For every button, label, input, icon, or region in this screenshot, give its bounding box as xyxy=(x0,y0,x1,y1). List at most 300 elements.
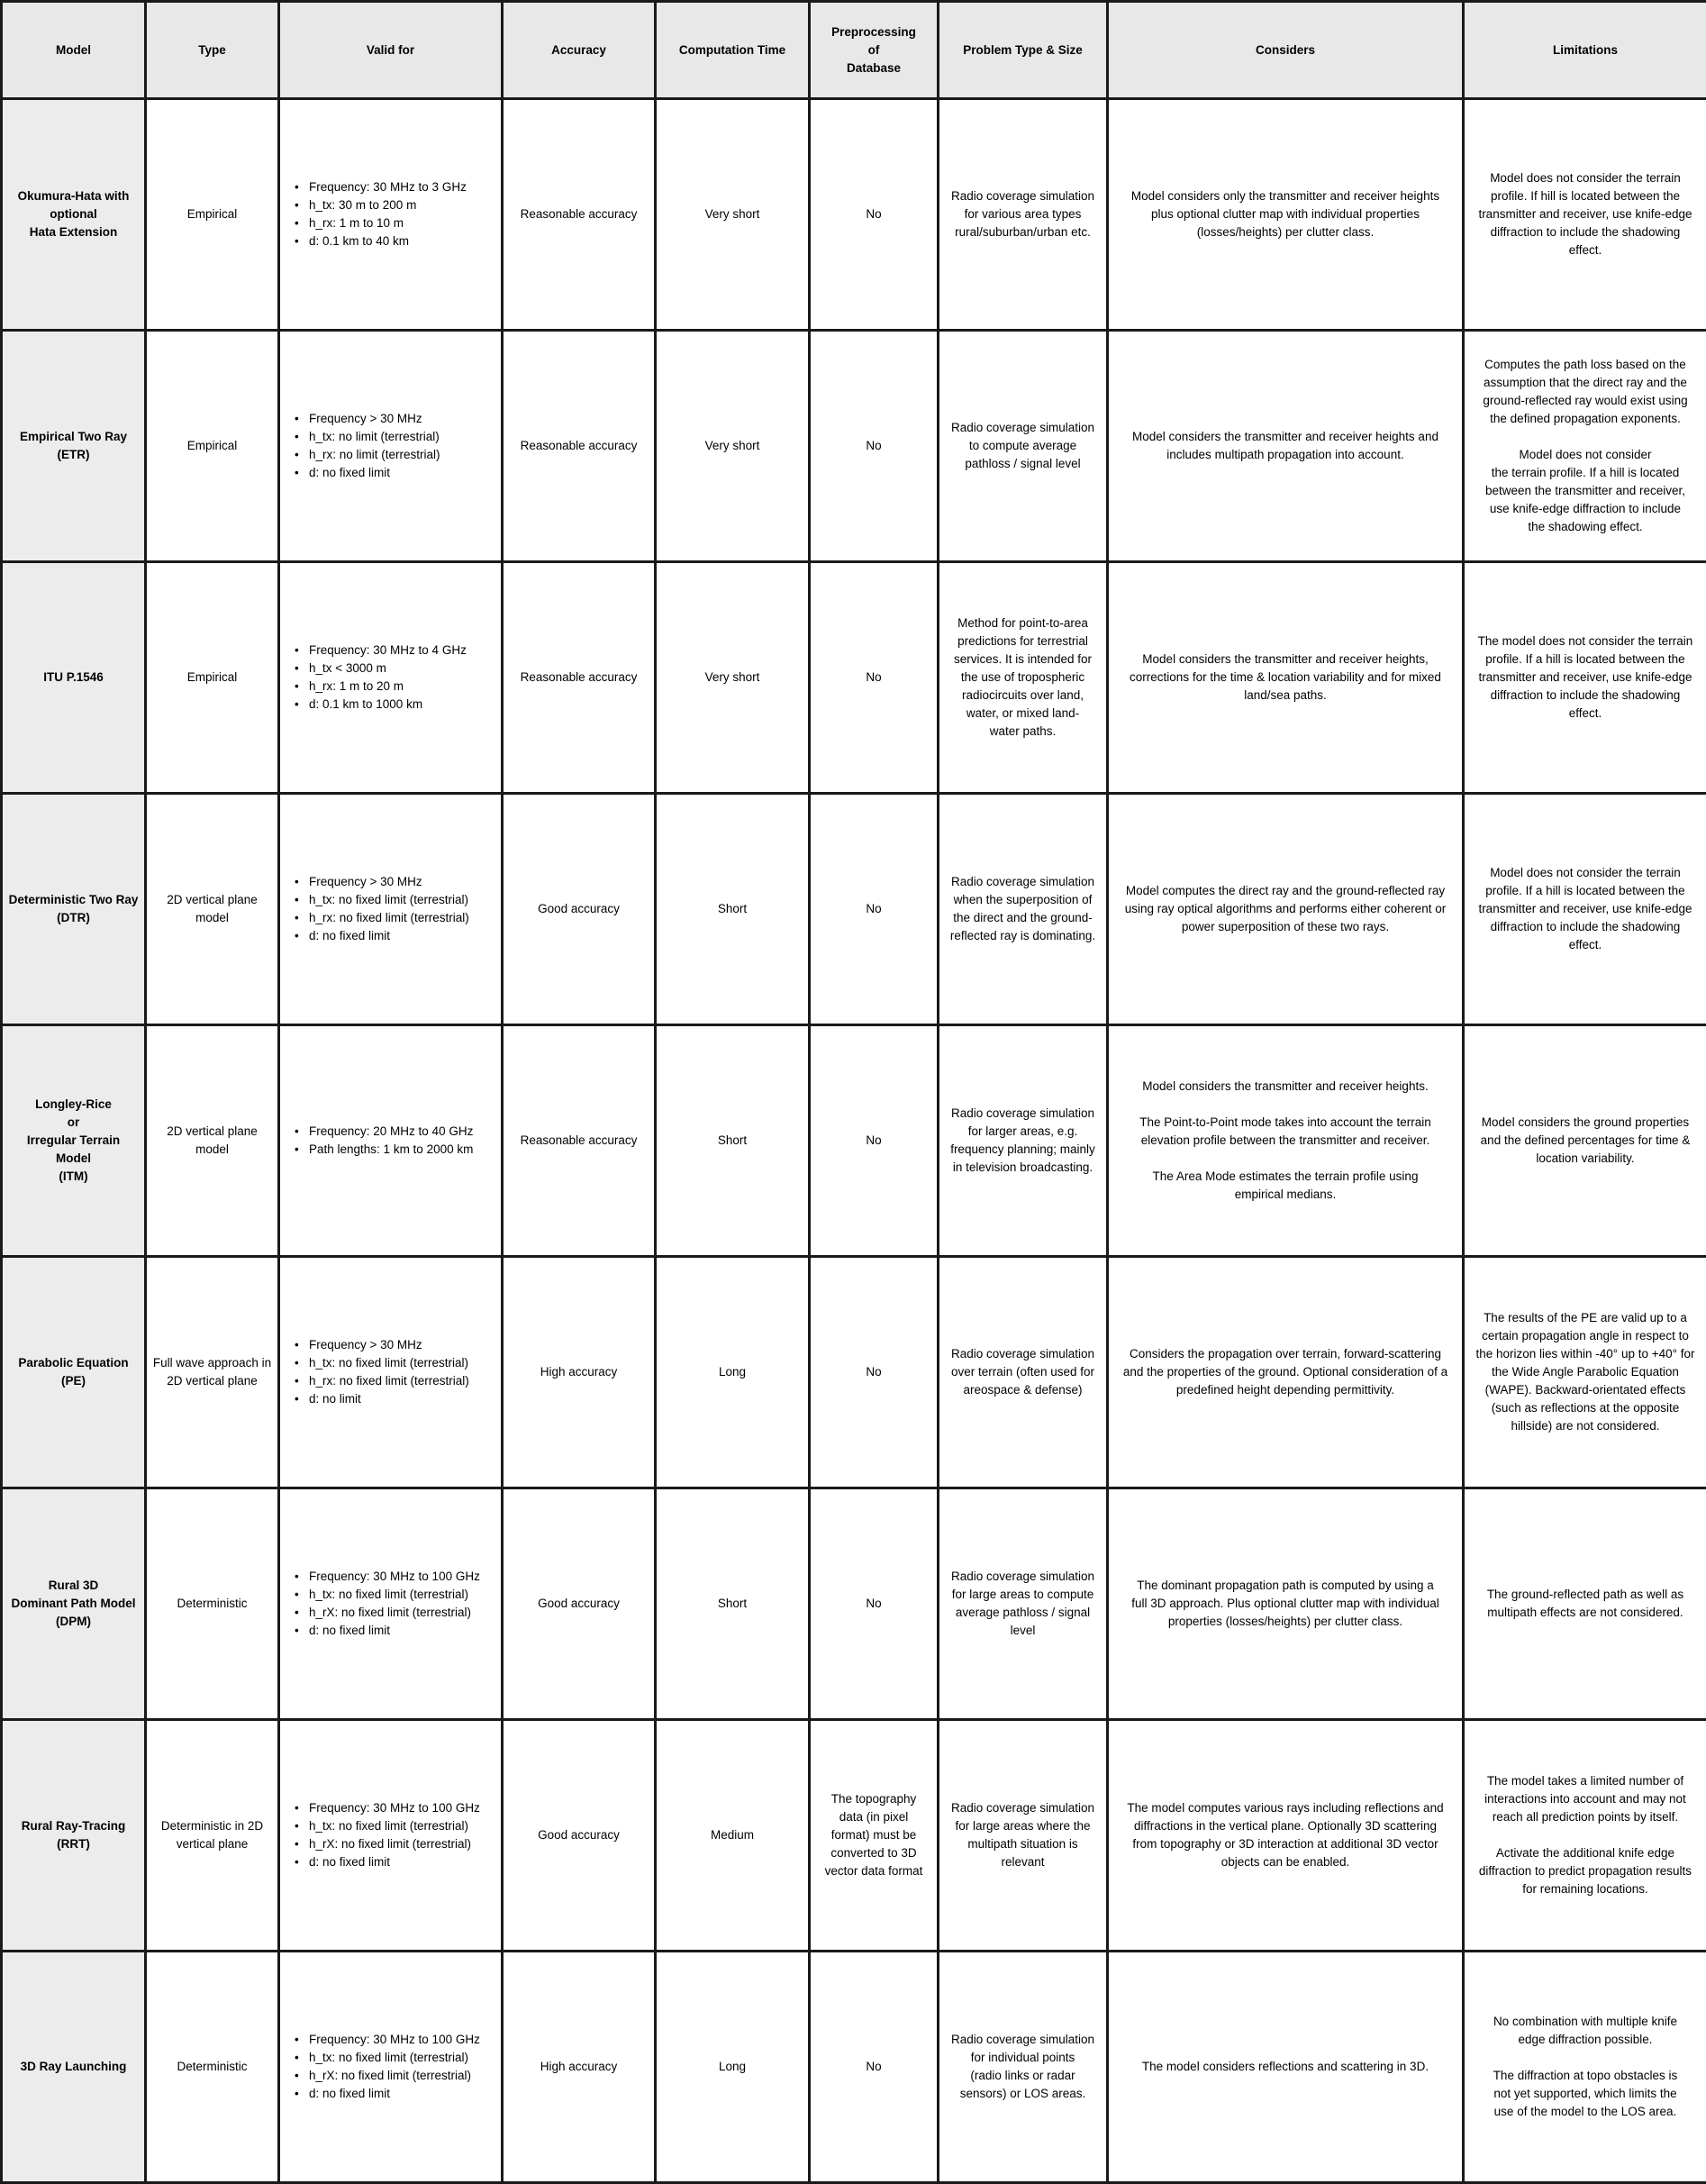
considers-cell-line: The dominant propagation path is computed by using a xyxy=(1114,1577,1456,1595)
model-cell-line: Deterministic Two Ray xyxy=(8,891,139,909)
limitations-cell-line: between the transmitter and receiver, xyxy=(1470,482,1701,500)
considers-cell-line: from topography or 3D interaction at additional 3D vector xyxy=(1114,1835,1456,1853)
type-cell xyxy=(146,1488,279,1720)
model-cell-line: Irregular Terrain xyxy=(8,1132,139,1150)
model-cell-line: Dominant Path Model xyxy=(8,1595,139,1613)
valid-for-item: • h_rx: no fixed limit (terrestrial) xyxy=(305,909,495,927)
problem-type-cell-line: Radio coverage simulation xyxy=(945,1799,1101,1817)
problem-type-cell-line: Radio coverage simulation xyxy=(945,1345,1101,1363)
limitations-cell-paragraph xyxy=(1470,864,1701,954)
header-accuracy: Accuracy xyxy=(503,2,656,99)
valid-for-item: • h_rx: no fixed limit (terrestrial) xyxy=(305,1372,495,1390)
valid-for-item: • h_rx: 1 m to 20 m xyxy=(305,678,495,696)
considers-cell-paragraph xyxy=(1114,187,1456,241)
limitations-cell-line: effect. xyxy=(1470,936,1701,954)
valid-for-cell xyxy=(279,1025,503,1257)
type-cell xyxy=(146,794,279,1025)
header-preprocessing-line: of xyxy=(816,41,931,59)
considers-cell-paragraph xyxy=(1114,1114,1456,1150)
valid-for-item: • Frequency > 30 MHz xyxy=(305,410,495,428)
preprocessing-cell-line: No xyxy=(816,669,931,687)
limitations-cell-line: use knife-edge diffraction to include xyxy=(1470,500,1701,518)
limitations-cell-line: Model does not consider xyxy=(1470,446,1701,464)
problem-type-cell-line: Radio coverage simulation xyxy=(945,187,1101,205)
problem-type-cell xyxy=(939,331,1108,562)
considers-cell-line: The model computes various rays including reflections and xyxy=(1114,1799,1456,1817)
limitations-cell-line: The model takes a limited number of xyxy=(1470,1772,1701,1790)
limitations-cell-paragraph xyxy=(1470,1309,1701,1435)
model-cell xyxy=(2,1025,146,1257)
type-cell-line: 2D vertical plane xyxy=(152,1123,272,1141)
accuracy-cell: Good accuracy xyxy=(503,1720,656,1952)
type-cell-line: Deterministic xyxy=(152,2058,272,2076)
considers-cell-line: includes multipath propagation into account. xyxy=(1114,446,1456,464)
type-cell xyxy=(146,1720,279,1952)
considers-cell-paragraph xyxy=(1114,651,1456,705)
header-model: Model xyxy=(2,2,146,99)
limitations-cell xyxy=(1464,562,1706,794)
problem-type-cell-line: relevant xyxy=(945,1853,1101,1871)
valid-for-item: • h_tx: no fixed limit (terrestrial) xyxy=(305,1817,495,1835)
limitations-cell-paragraph xyxy=(1470,2067,1701,2121)
table-row xyxy=(2,1488,1706,1720)
problem-type-cell-line: rural/suburban/urban etc. xyxy=(945,223,1101,241)
valid-for-item: • h_tx: no fixed limit (terrestrial) xyxy=(305,891,495,909)
problem-type-cell-line: for large areas where the xyxy=(945,1817,1101,1835)
problem-type-cell xyxy=(939,1025,1108,1257)
table-row xyxy=(2,99,1706,331)
problem-type-cell-line: Radio coverage simulation xyxy=(945,2031,1101,2049)
problem-type-cell-line: Radio coverage simulation xyxy=(945,1105,1101,1123)
problem-type-cell-line: over terrain (often used for xyxy=(945,1363,1101,1381)
considers-cell-line: predefined height depending permittivity. xyxy=(1114,1381,1456,1399)
preprocessing-cell xyxy=(810,1257,939,1488)
valid-for-item: • h_tx: no limit (terrestrial) xyxy=(305,428,495,446)
limitations-cell-line: edge diffraction possible. xyxy=(1470,2031,1701,2049)
accuracy-cell: Reasonable accuracy xyxy=(503,331,656,562)
valid-for-item: • Frequency: 30 MHz to 100 GHz xyxy=(305,1799,495,1817)
table-row xyxy=(2,331,1706,562)
limitations-cell-line: ground-reflected ray would exist using xyxy=(1470,392,1701,410)
limitations-cell-paragraph xyxy=(1470,446,1701,536)
limitations-cell-line: not yet supported, which limits the xyxy=(1470,2085,1701,2103)
preprocessing-cell xyxy=(810,1025,939,1257)
limitations-cell-paragraph xyxy=(1470,1844,1701,1898)
limitations-cell-line: assumption that the direct ray and the xyxy=(1470,374,1701,392)
valid-for-item: • h_tx: 30 m to 200 m xyxy=(305,196,495,214)
problem-type-cell-line: when the superposition of xyxy=(945,891,1101,909)
model-cell xyxy=(2,562,146,794)
limitations-cell-line: Model considers the ground properties xyxy=(1470,1114,1701,1132)
limitations-cell-line: multipath effects are not considered. xyxy=(1470,1604,1701,1622)
preprocessing-cell xyxy=(810,794,939,1025)
considers-cell-line: diffractions in the vertical plane. Optionally 3D scattering xyxy=(1114,1817,1456,1835)
valid-for-item: • h_rx: no limit (terrestrial) xyxy=(305,446,495,464)
valid-for-item: • h_rX: no fixed limit (terrestrial) xyxy=(305,1835,495,1853)
problem-type-cell-line: for large areas to compute xyxy=(945,1586,1101,1604)
limitations-cell-line: transmitter and receiver, use knife-edge xyxy=(1470,669,1701,687)
limitations-cell-line: location variability. xyxy=(1470,1150,1701,1168)
valid-for-item: • d: no fixed limit xyxy=(305,927,495,945)
model-cell-line: (ETR) xyxy=(8,446,139,464)
computation-time-cell: Short xyxy=(656,1025,810,1257)
valid-for-cell xyxy=(279,562,503,794)
model-cell-line: (RRT) xyxy=(8,1835,139,1853)
limitations-cell-line: effect. xyxy=(1470,241,1701,259)
limitations-cell xyxy=(1464,1025,1706,1257)
limitations-cell-line: diffraction to include the shadowing xyxy=(1470,918,1701,936)
accuracy-cell: Reasonable accuracy xyxy=(503,99,656,331)
preprocessing-cell xyxy=(810,1952,939,2183)
type-cell-line: model xyxy=(152,909,272,927)
computation-time-cell: Medium xyxy=(656,1720,810,1952)
considers-cell-line: plus optional clutter map with individual properties xyxy=(1114,205,1456,223)
valid-for-cell xyxy=(279,1952,503,2183)
considers-cell-paragraph xyxy=(1114,1345,1456,1399)
problem-type-cell-line: average pathloss / signal xyxy=(945,1604,1101,1622)
model-cell xyxy=(2,1257,146,1488)
problem-type-cell xyxy=(939,1257,1108,1488)
model-cell-line: 3D Ray Launching xyxy=(8,2058,139,2076)
type-cell-line: Empirical xyxy=(152,205,272,223)
header-computation-time: Computation Time xyxy=(656,2,810,99)
preprocessing-cell-line: No xyxy=(816,437,931,455)
header-preprocessing xyxy=(810,2,939,99)
considers-cell-line: full 3D approach. Plus optional clutter map with individual xyxy=(1114,1595,1456,1613)
accuracy-cell: High accuracy xyxy=(503,1257,656,1488)
limitations-cell-line: the defined propagation exponents. xyxy=(1470,410,1701,428)
valid-for-item: • d: no fixed limit xyxy=(305,2085,495,2103)
considers-cell-line: The model considers reflections and scattering in 3D. xyxy=(1114,2058,1456,2076)
considers-cell xyxy=(1108,1488,1464,1720)
problem-type-cell-line: frequency planning; mainly xyxy=(945,1141,1101,1159)
accuracy-cell: Good accuracy xyxy=(503,794,656,1025)
considers-cell-paragraph xyxy=(1114,882,1456,936)
valid-for-list xyxy=(291,1336,495,1408)
valid-for-cell xyxy=(279,794,503,1025)
valid-for-item: • h_tx: no fixed limit (terrestrial) xyxy=(305,1586,495,1604)
model-cell-line: ITU P.1546 xyxy=(8,669,139,687)
preprocessing-cell-line: format) must be xyxy=(816,1826,931,1844)
limitations-cell-line: profile. If hill is located between the xyxy=(1470,187,1701,205)
limitations-cell-line: diffraction to include the shadowing xyxy=(1470,687,1701,705)
valid-for-item: • Frequency > 30 MHz xyxy=(305,873,495,891)
limitations-cell-line: The ground-reflected path as well as xyxy=(1470,1586,1701,1604)
model-cell-line: optional xyxy=(8,205,139,223)
considers-cell-line: Model considers the transmitter and receiver heights, xyxy=(1114,651,1456,669)
problem-type-cell xyxy=(939,99,1108,331)
limitations-cell-line: (such as reflections at the opposite xyxy=(1470,1399,1701,1417)
limitations-cell-line: transmitter and receiver, use knife-edge xyxy=(1470,900,1701,918)
limitations-cell-line: The model does not consider the terrain xyxy=(1470,632,1701,651)
valid-for-item: • Frequency > 30 MHz xyxy=(305,1336,495,1354)
model-cell-line: Empirical Two Ray xyxy=(8,428,139,446)
limitations-cell xyxy=(1464,99,1706,331)
valid-for-list xyxy=(291,1799,495,1871)
limitations-cell-line: Computes the path loss based on the xyxy=(1470,356,1701,374)
problem-type-cell-line: services. It is intended for xyxy=(945,651,1101,669)
computation-time-cell: Long xyxy=(656,1952,810,2183)
type-cell xyxy=(146,1257,279,1488)
problem-type-cell-line: the direct and the ground- xyxy=(945,909,1101,927)
considers-cell-paragraph xyxy=(1114,1078,1456,1096)
considers-cell-paragraph xyxy=(1114,1168,1456,1204)
preprocessing-cell-line: converted to 3D xyxy=(816,1844,931,1862)
type-cell-line: Deterministic in 2D xyxy=(152,1817,272,1835)
header-row xyxy=(2,2,1706,99)
model-cell-line: (ITM) xyxy=(8,1168,139,1186)
problem-type-cell-line: to compute average xyxy=(945,437,1101,455)
accuracy-cell: Reasonable accuracy xyxy=(503,562,656,794)
considers-cell-line: Model computes the direct ray and the ground-reflected ray xyxy=(1114,882,1456,900)
model-cell xyxy=(2,794,146,1025)
considers-cell-line: and the properties of the ground. Optional consideration of a xyxy=(1114,1363,1456,1381)
header-limitations: Limitations xyxy=(1464,2,1706,99)
considers-cell-paragraph xyxy=(1114,2058,1456,2076)
problem-type-cell-line: the use of tropospheric xyxy=(945,669,1101,687)
limitations-cell-line: The diffraction at topo obstacles is xyxy=(1470,2067,1701,2085)
valid-for-list xyxy=(291,873,495,945)
problem-type-cell-line: Radio coverage simulation xyxy=(945,1568,1101,1586)
considers-cell-line: properties (losses/heights) per clutter class. xyxy=(1114,1613,1456,1631)
considers-cell-line: power superposition of these two rays. xyxy=(1114,918,1456,936)
problem-type-cell-line: Method for point-to-area xyxy=(945,614,1101,632)
valid-for-cell xyxy=(279,1488,503,1720)
considers-cell-line: corrections for the time & location variability and for mixed xyxy=(1114,669,1456,687)
limitations-cell-line: the Wide Angle Parabolic Equation xyxy=(1470,1363,1701,1381)
valid-for-item: • d: 0.1 km to 40 km xyxy=(305,232,495,250)
type-cell xyxy=(146,562,279,794)
valid-for-item: • d: no limit xyxy=(305,1390,495,1408)
model-cell-line: (PE) xyxy=(8,1372,139,1390)
computation-time-cell: Long xyxy=(656,1257,810,1488)
limitations-cell-line: certain propagation angle in respect to xyxy=(1470,1327,1701,1345)
problem-type-cell-line: (radio links or radar xyxy=(945,2067,1101,2085)
table-row xyxy=(2,562,1706,794)
table-row xyxy=(2,1025,1706,1257)
valid-for-list xyxy=(291,1568,495,1640)
limitations-cell-paragraph xyxy=(1470,356,1701,428)
problem-type-cell xyxy=(939,1488,1108,1720)
valid-for-list xyxy=(291,1123,495,1159)
limitations-cell-line: the horizon lies within -40° up to +40° for xyxy=(1470,1345,1701,1363)
considers-cell-paragraph xyxy=(1114,1799,1456,1871)
limitations-cell-line: and the defined percentages for time & xyxy=(1470,1132,1701,1150)
limitations-cell-line: the shadowing effect. xyxy=(1470,518,1701,536)
limitations-cell-line: diffraction to include the shadowing xyxy=(1470,223,1701,241)
model-cell-line: or xyxy=(8,1114,139,1132)
model-cell-line: Parabolic Equation xyxy=(8,1354,139,1372)
header-preprocessing-line: Database xyxy=(816,59,931,77)
limitations-cell-paragraph xyxy=(1470,1586,1701,1622)
valid-for-item: • Frequency: 30 MHz to 3 GHz xyxy=(305,178,495,196)
model-cell-line: Longley-Rice xyxy=(8,1096,139,1114)
considers-cell xyxy=(1108,99,1464,331)
valid-for-item: • h_tx: no fixed limit (terrestrial) xyxy=(305,1354,495,1372)
limitations-cell xyxy=(1464,1488,1706,1720)
valid-for-item: • Frequency: 30 MHz to 4 GHz xyxy=(305,642,495,660)
problem-type-cell-line: pathloss / signal level xyxy=(945,455,1101,473)
valid-for-cell xyxy=(279,1720,503,1952)
considers-cell-paragraph xyxy=(1114,428,1456,464)
considers-cell-line: Considers the propagation over terrain, forward-scattering xyxy=(1114,1345,1456,1363)
accuracy-cell: Reasonable accuracy xyxy=(503,1025,656,1257)
preprocessing-cell-line: vector data format xyxy=(816,1862,931,1880)
type-cell-line: Empirical xyxy=(152,437,272,455)
valid-for-cell xyxy=(279,99,503,331)
header-considers: Considers xyxy=(1108,2,1464,99)
considers-cell xyxy=(1108,1720,1464,1952)
valid-for-item: • h_rX: no fixed limit (terrestrial) xyxy=(305,2067,495,2085)
limitations-cell-line: Model does not consider the terrain xyxy=(1470,169,1701,187)
problem-type-cell-line: sensors) or LOS areas. xyxy=(945,2085,1101,2103)
accuracy-cell: High accuracy xyxy=(503,1952,656,2183)
model-cell-line: (DTR) xyxy=(8,909,139,927)
type-cell-line: Deterministic xyxy=(152,1595,272,1613)
considers-cell-line: objects can be enabled. xyxy=(1114,1853,1456,1871)
limitations-cell-line: No combination with multiple knife xyxy=(1470,2013,1701,2031)
problem-type-cell-line: water paths. xyxy=(945,723,1101,741)
table-row xyxy=(2,794,1706,1025)
preprocessing-cell xyxy=(810,331,939,562)
valid-for-item: • Path lengths: 1 km to 2000 km xyxy=(305,1141,495,1159)
type-cell-line: model xyxy=(152,1141,272,1159)
type-cell-line: vertical plane xyxy=(152,1835,272,1853)
limitations-cell-line: (WAPE). Backward-orientated effects xyxy=(1470,1381,1701,1399)
limitations-cell xyxy=(1464,1257,1706,1488)
considers-cell xyxy=(1108,794,1464,1025)
type-cell-line: Empirical xyxy=(152,669,272,687)
limitations-cell-line: reach all prediction points by itself. xyxy=(1470,1808,1701,1826)
table-row xyxy=(2,1257,1706,1488)
problem-type-cell-line: radiocircuits over land, xyxy=(945,687,1101,705)
preprocessing-cell xyxy=(810,1488,939,1720)
valid-for-cell xyxy=(279,1257,503,1488)
computation-time-cell: Short xyxy=(656,794,810,1025)
problem-type-cell xyxy=(939,562,1108,794)
preprocessing-cell-line: No xyxy=(816,1595,931,1613)
preprocessing-cell-line: No xyxy=(816,2058,931,2076)
valid-for-list xyxy=(291,2031,495,2103)
type-cell xyxy=(146,1952,279,2183)
type-cell-line: Full wave approach in xyxy=(152,1354,272,1372)
considers-cell-line: Model considers the transmitter and receiver heights and xyxy=(1114,428,1456,446)
considers-cell-line: using ray optical algorithms and performs either coherent or xyxy=(1114,900,1456,918)
problem-type-cell xyxy=(939,1720,1108,1952)
model-cell xyxy=(2,1488,146,1720)
accuracy-cell: Good accuracy xyxy=(503,1488,656,1720)
table-row xyxy=(2,1952,1706,2183)
problem-type-cell xyxy=(939,794,1108,1025)
valid-for-item: • h_tx: no fixed limit (terrestrial) xyxy=(305,2049,495,2067)
model-cell-line: Model xyxy=(8,1150,139,1168)
limitations-cell-line: Model does not consider the terrain xyxy=(1470,864,1701,882)
type-cell-line: 2D vertical plane xyxy=(152,891,272,909)
model-cell xyxy=(2,1720,146,1952)
considers-cell-line: (losses/heights) per clutter class. xyxy=(1114,223,1456,241)
limitations-cell-line: interactions into account and may not xyxy=(1470,1790,1701,1808)
computation-time-cell: Very short xyxy=(656,99,810,331)
preprocessing-cell-line: No xyxy=(816,205,931,223)
valid-for-list xyxy=(291,178,495,250)
table-body xyxy=(2,99,1706,2183)
valid-for-item: • Frequency: 20 MHz to 40 GHz xyxy=(305,1123,495,1141)
limitations-cell-line: use of the model to the LOS area. xyxy=(1470,2103,1701,2121)
limitations-cell-line: Activate the additional knife edge xyxy=(1470,1844,1701,1862)
considers-cell xyxy=(1108,562,1464,794)
preprocessing-cell-line: No xyxy=(816,900,931,918)
limitations-cell-paragraph xyxy=(1470,2013,1701,2049)
considers-cell xyxy=(1108,1025,1464,1257)
valid-for-list xyxy=(291,410,495,482)
header-preprocessing-line: Preprocessing xyxy=(816,23,931,41)
model-cell-line: Rural Ray-Tracing xyxy=(8,1817,139,1835)
valid-for-item: • d: no fixed limit xyxy=(305,1622,495,1640)
computation-time-cell: Short xyxy=(656,1488,810,1720)
problem-type-cell-line: for various area types xyxy=(945,205,1101,223)
valid-for-list xyxy=(291,642,495,714)
limitations-cell-paragraph xyxy=(1470,1772,1701,1826)
limitations-cell-line: for remaining locations. xyxy=(1470,1880,1701,1898)
header-type: Type xyxy=(146,2,279,99)
considers-cell-line: The Area Mode estimates the terrain profile using xyxy=(1114,1168,1456,1186)
considers-cell xyxy=(1108,1257,1464,1488)
considers-cell-line: Model considers only the transmitter and receiver heights xyxy=(1114,187,1456,205)
problem-type-cell-line: Radio coverage simulation xyxy=(945,873,1101,891)
limitations-cell xyxy=(1464,1952,1706,2183)
table-row xyxy=(2,1720,1706,1952)
model-cell-line: Rural 3D xyxy=(8,1577,139,1595)
limitations-cell-line: profile. If a hill is located between the xyxy=(1470,651,1701,669)
preprocessing-cell xyxy=(810,99,939,331)
problem-type-cell-line: for larger areas, e.g. xyxy=(945,1123,1101,1141)
limitations-cell-line: The results of the PE are valid up to a xyxy=(1470,1309,1701,1327)
problem-type-cell-line: areospace & defense) xyxy=(945,1381,1101,1399)
header-problem-type: Problem Type & Size xyxy=(939,2,1108,99)
problem-type-cell-line: predictions for terrestrial xyxy=(945,632,1101,651)
type-cell xyxy=(146,1025,279,1257)
valid-for-item: • Frequency: 30 MHz to 100 GHz xyxy=(305,1568,495,1586)
considers-cell xyxy=(1108,1952,1464,2183)
computation-time-cell: Very short xyxy=(656,562,810,794)
considers-cell-line: empirical medians. xyxy=(1114,1186,1456,1204)
problem-type-cell-line: Radio coverage simulation xyxy=(945,419,1101,437)
model-cell-line: Hata Extension xyxy=(8,223,139,241)
model-cell-line: Okumura-Hata with xyxy=(8,187,139,205)
limitations-cell xyxy=(1464,331,1706,562)
problem-type-cell-line: level xyxy=(945,1622,1101,1640)
model-cell-line: (DPM) xyxy=(8,1613,139,1631)
limitations-cell-line: profile. If a hill is located between the xyxy=(1470,882,1701,900)
problem-type-cell-line: reflected ray is dominating. xyxy=(945,927,1101,945)
valid-for-item: • h_rX: no fixed limit (terrestrial) xyxy=(305,1604,495,1622)
limitations-cell-line: effect. xyxy=(1470,705,1701,723)
model-cell xyxy=(2,331,146,562)
valid-for-item: • h_tx < 3000 m xyxy=(305,660,495,678)
model-cell xyxy=(2,1952,146,2183)
considers-cell-line: Model considers the transmitter and receiver heights. xyxy=(1114,1078,1456,1096)
limitations-cell-line: transmitter and receiver, use knife-edge xyxy=(1470,205,1701,223)
preprocessing-cell-line: The topography xyxy=(816,1790,931,1808)
considers-cell-line: land/sea paths. xyxy=(1114,687,1456,705)
valid-for-item: • Frequency: 30 MHz to 100 GHz xyxy=(305,2031,495,2049)
limitations-cell xyxy=(1464,794,1706,1025)
considers-cell-line: The Point-to-Point mode takes into account the terrain xyxy=(1114,1114,1456,1132)
limitations-cell xyxy=(1464,1720,1706,1952)
preprocessing-cell xyxy=(810,562,939,794)
considers-cell xyxy=(1108,331,1464,562)
problem-type-cell-line: in television broadcasting. xyxy=(945,1159,1101,1177)
